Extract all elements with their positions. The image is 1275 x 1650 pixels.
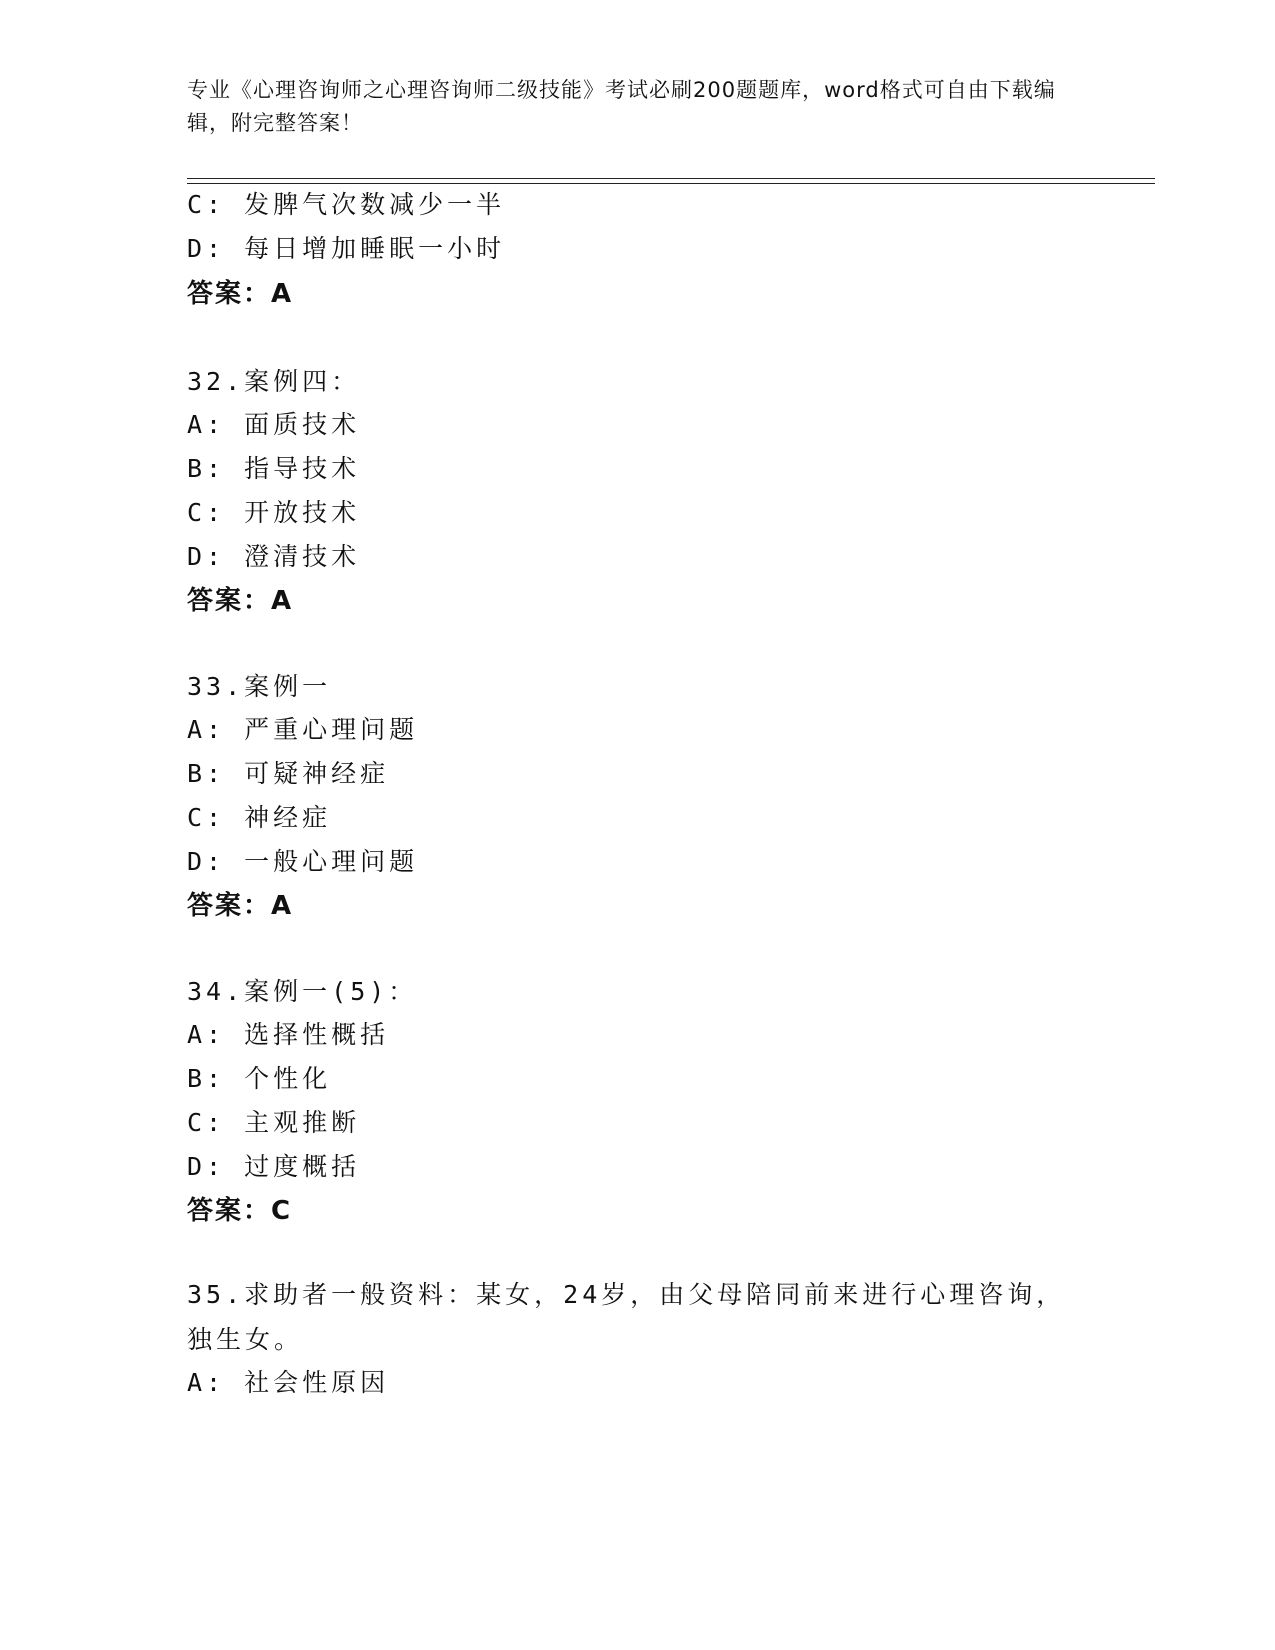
document-header: 专业《心理咨询师之心理咨询师二级技能》考试必刷200题题库，word格式可自由下载编辑，附完整答案！	[187, 78, 1056, 135]
header-divider-top	[187, 178, 1155, 179]
q34-answer: 答案：C	[187, 1196, 293, 1226]
header-divider-bottom	[187, 183, 1155, 184]
q31-option-d: D: 每日增加睡眠一小时	[187, 234, 506, 263]
q32-question: 32.案例四：	[187, 367, 361, 396]
q32-option-a: A: 面质技术	[187, 410, 361, 439]
q34-question: 34.案例一(5)：	[187, 977, 418, 1006]
q33-option-d: D: 一般心理问题	[187, 847, 419, 876]
q31-answer: 答案：A	[187, 279, 294, 309]
q34-option-a: A: 选择性概括	[187, 1020, 390, 1049]
q32-option-c: C: 开放技术	[187, 498, 361, 527]
q33-option-c: C: 神经症	[187, 803, 332, 832]
q33-option-a: A: 严重心理问题	[187, 715, 419, 744]
q34-option-d: D: 过度概括	[187, 1152, 361, 1181]
q35-option-a: A: 社会性原因	[187, 1368, 390, 1397]
q32-option-d: D: 澄清技术	[187, 542, 361, 571]
q34-option-c: C: 主观推断	[187, 1108, 361, 1137]
q34-option-b: B: 个性化	[187, 1064, 332, 1093]
q33-option-b: B: 可疑神经症	[187, 759, 390, 788]
q32-option-b: B: 指导技术	[187, 454, 361, 483]
q33-question: 33.案例一	[187, 672, 332, 701]
q32-answer: 答案：A	[187, 586, 294, 616]
q33-answer: 答案：A	[187, 891, 294, 921]
q31-option-c: C: 发脾气次数减少一半	[187, 190, 506, 219]
q35-question: 35.求助者一般资料：某女，24岁，由父母陪同前来进行心理咨询，独生女。	[187, 1280, 1066, 1354]
